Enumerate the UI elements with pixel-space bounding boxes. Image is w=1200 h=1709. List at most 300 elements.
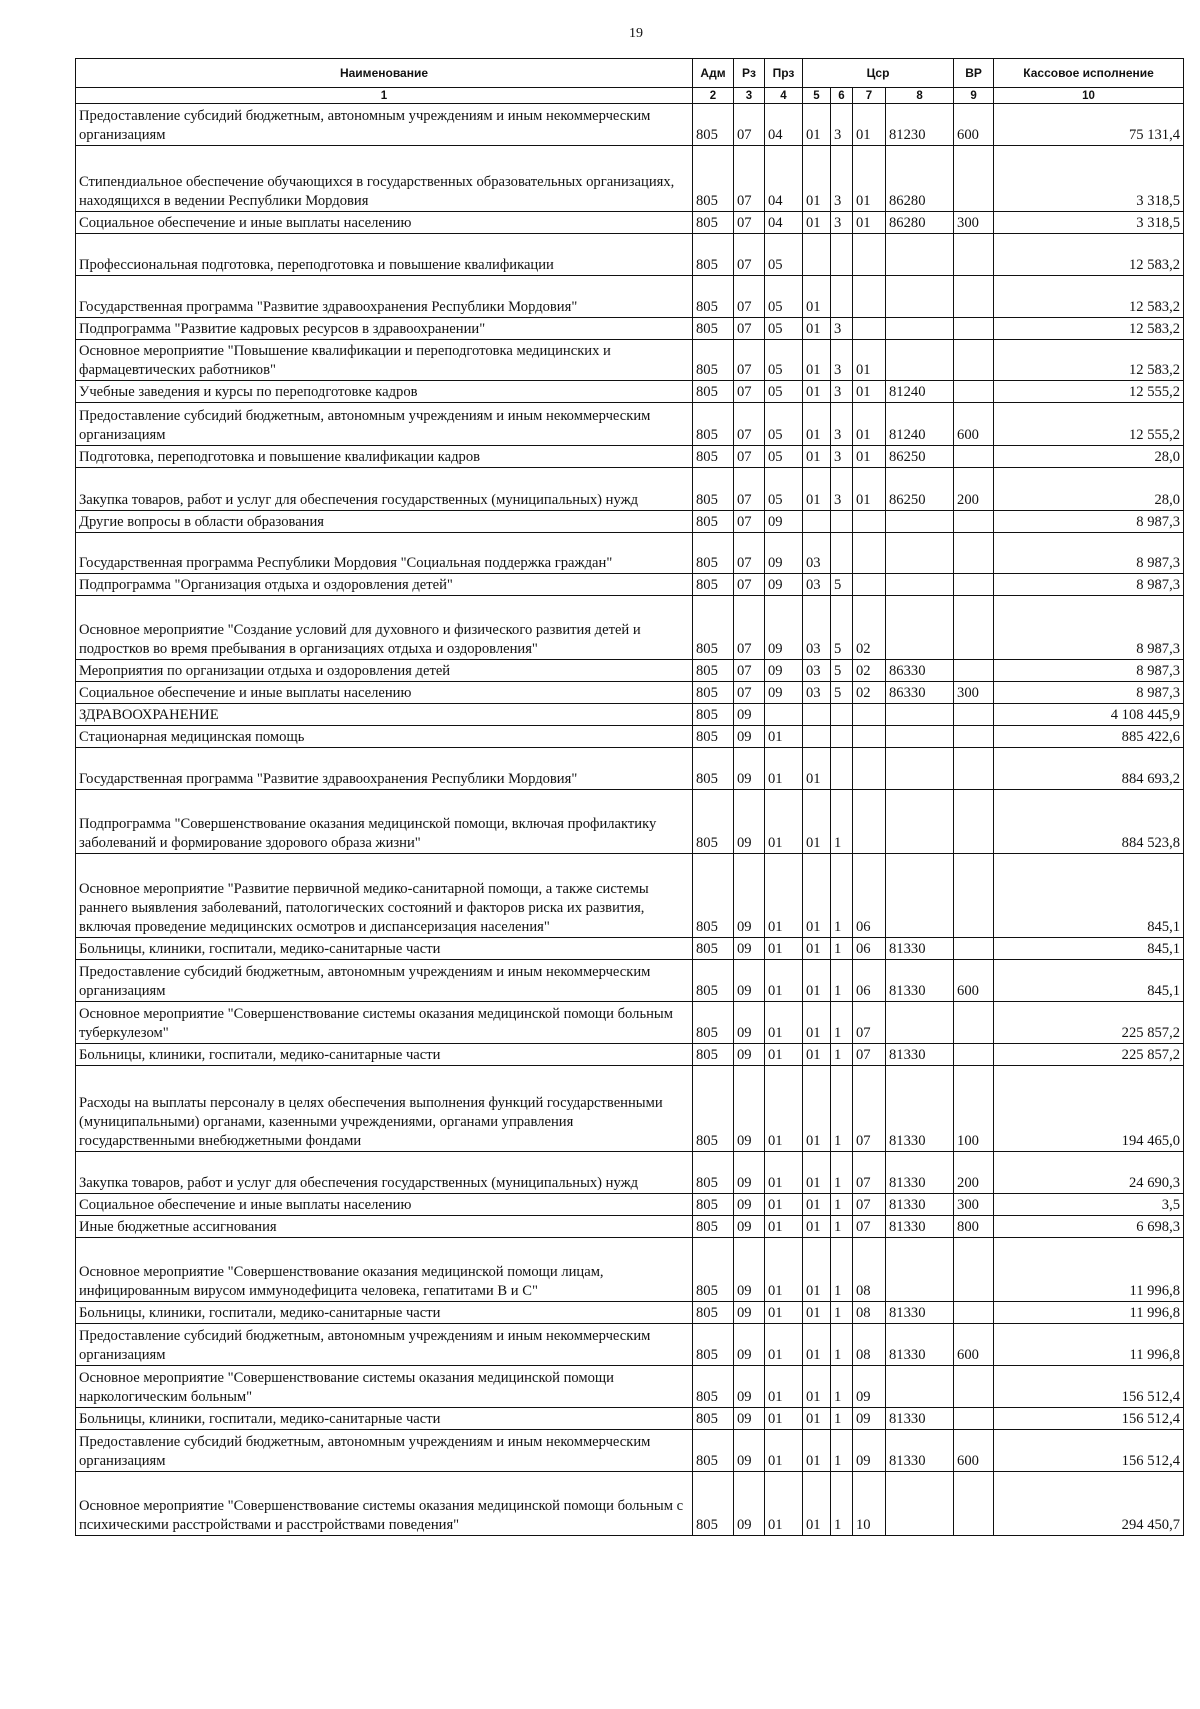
row-rz: 09 [734, 938, 765, 960]
row-csr-subprogram [831, 748, 853, 790]
row-amount: 4 108 445,9 [994, 704, 1184, 726]
row-csr-subprogram: 1 [831, 1194, 853, 1216]
row-csr-program: 01 [803, 403, 831, 446]
row-csr-direction [886, 1238, 954, 1302]
table-row [76, 1430, 1184, 1472]
row-prz: 01 [765, 726, 803, 748]
row-vr: 600 [954, 1324, 994, 1366]
row-adm: 805 [693, 1152, 734, 1194]
row-csr-direction [886, 726, 954, 748]
row-vr: 600 [954, 403, 994, 446]
row-amount: 156 512,4 [994, 1366, 1184, 1408]
row-prz: 05 [765, 234, 803, 276]
row-adm: 805 [693, 1324, 734, 1366]
row-csr-event: 09 [853, 1430, 886, 1472]
table-body [76, 104, 1184, 1536]
header-vr: ВР [954, 59, 994, 88]
table-row [76, 318, 1184, 340]
row-vr [954, 234, 994, 276]
row-adm: 805 [693, 1066, 734, 1152]
row-prz: 01 [765, 1302, 803, 1324]
row-name: Подпрограмма "Развитие кадровых ресурсов в здравоохранении" [76, 318, 693, 340]
row-csr-direction [886, 318, 954, 340]
row-prz: 09 [765, 660, 803, 682]
row-prz: 01 [765, 748, 803, 790]
table-row [76, 212, 1184, 234]
row-csr-program: 01 [803, 381, 831, 403]
row-csr-program: 01 [803, 1238, 831, 1302]
table-row [76, 854, 1184, 938]
row-csr-program: 03 [803, 682, 831, 704]
row-csr-program [803, 511, 831, 533]
row-csr-direction: 86280 [886, 146, 954, 212]
row-csr-subprogram: 5 [831, 596, 853, 660]
column-number: 8 [886, 88, 954, 104]
row-name: Профессиональная подготовка, переподготовка и повышение квалификации [76, 234, 693, 276]
row-csr-subprogram: 1 [831, 938, 853, 960]
row-rz: 07 [734, 511, 765, 533]
row-rz: 07 [734, 574, 765, 596]
row-csr-direction: 86250 [886, 468, 954, 511]
row-prz: 09 [765, 596, 803, 660]
row-prz: 04 [765, 212, 803, 234]
row-prz: 09 [765, 682, 803, 704]
row-csr-direction [886, 1366, 954, 1408]
table-row [76, 340, 1184, 381]
header-csr: Цср [803, 59, 954, 88]
table-row [76, 403, 1184, 446]
row-rz: 07 [734, 403, 765, 446]
row-vr [954, 276, 994, 318]
row-csr-direction: 81330 [886, 1324, 954, 1366]
table-row [76, 574, 1184, 596]
column-number: 4 [765, 88, 803, 104]
row-name: Социальное обеспечение и иные выплаты населению [76, 682, 693, 704]
row-prz: 01 [765, 1366, 803, 1408]
row-csr-subprogram: 5 [831, 682, 853, 704]
column-number: 1 [76, 88, 693, 104]
row-vr: 300 [954, 212, 994, 234]
row-csr-program: 01 [803, 1194, 831, 1216]
row-csr-direction [886, 1002, 954, 1044]
row-csr-subprogram [831, 533, 853, 574]
row-csr-program: 01 [803, 748, 831, 790]
row-csr-program: 01 [803, 1366, 831, 1408]
row-name: Предоставление субсидий бюджетным, автономным учреждениям и иным некоммерческим организациям [76, 403, 693, 446]
row-amount: 6 698,3 [994, 1216, 1184, 1238]
table-row [76, 1238, 1184, 1302]
row-amount: 24 690,3 [994, 1152, 1184, 1194]
row-name: Стационарная медицинская помощь [76, 726, 693, 748]
row-name: Предоставление субсидий бюджетным, автономным учреждениям и иным некоммерческим организациям [76, 104, 693, 146]
row-csr-subprogram: 1 [831, 790, 853, 854]
row-csr-program: 01 [803, 1066, 831, 1152]
row-vr: 300 [954, 682, 994, 704]
row-csr-direction: 81330 [886, 1302, 954, 1324]
row-rz: 09 [734, 704, 765, 726]
row-vr: 600 [954, 104, 994, 146]
row-csr-program: 01 [803, 938, 831, 960]
row-amount: 12 583,2 [994, 234, 1184, 276]
row-csr-subprogram: 3 [831, 212, 853, 234]
table-row [76, 960, 1184, 1002]
row-rz: 09 [734, 726, 765, 748]
row-rz: 07 [734, 533, 765, 574]
row-prz [765, 704, 803, 726]
row-amount: 884 523,8 [994, 790, 1184, 854]
row-csr-subprogram: 3 [831, 403, 853, 446]
row-csr-subprogram [831, 276, 853, 318]
row-vr [954, 574, 994, 596]
row-csr-event: 06 [853, 938, 886, 960]
row-csr-event [853, 318, 886, 340]
row-rz: 09 [734, 960, 765, 1002]
row-rz: 07 [734, 104, 765, 146]
header-amount: Кассовое исполнение [994, 59, 1184, 88]
row-csr-event: 07 [853, 1152, 886, 1194]
row-csr-direction [886, 854, 954, 938]
row-rz: 09 [734, 854, 765, 938]
row-adm: 805 [693, 468, 734, 511]
row-csr-subprogram: 3 [831, 446, 853, 468]
row-csr-program: 01 [803, 446, 831, 468]
row-adm: 805 [693, 381, 734, 403]
row-adm: 805 [693, 146, 734, 212]
row-csr-subprogram: 1 [831, 1238, 853, 1302]
row-rz: 09 [734, 748, 765, 790]
row-vr [954, 1408, 994, 1430]
row-vr: 200 [954, 1152, 994, 1194]
row-vr [954, 1044, 994, 1066]
row-rz: 09 [734, 1002, 765, 1044]
row-prz: 01 [765, 790, 803, 854]
row-csr-event: 01 [853, 468, 886, 511]
row-prz: 09 [765, 574, 803, 596]
row-csr-event: 07 [853, 1066, 886, 1152]
row-amount: 3,5 [994, 1194, 1184, 1216]
row-amount: 8 987,3 [994, 511, 1184, 533]
row-csr-direction [886, 596, 954, 660]
row-vr [954, 340, 994, 381]
table-row [76, 104, 1184, 146]
row-name: Мероприятия по организации отдыха и оздоровления детей [76, 660, 693, 682]
row-name: Закупка товаров, работ и услуг для обеспечения государственных (муниципальных) нужд [76, 468, 693, 511]
row-vr [954, 726, 994, 748]
row-adm: 805 [693, 704, 734, 726]
row-adm: 805 [693, 276, 734, 318]
row-csr-event: 07 [853, 1194, 886, 1216]
row-csr-subprogram: 1 [831, 1066, 853, 1152]
row-csr-subprogram: 3 [831, 146, 853, 212]
row-csr-subprogram [831, 234, 853, 276]
row-csr-direction: 81330 [886, 960, 954, 1002]
row-vr [954, 1302, 994, 1324]
row-name: Основное мероприятие "Совершенствование системы оказания медицинской помощи наркологическим больным" [76, 1366, 693, 1408]
row-csr-subprogram: 1 [831, 960, 853, 1002]
budget-table [75, 58, 1184, 1536]
row-amount: 75 131,4 [994, 104, 1184, 146]
row-vr [954, 1366, 994, 1408]
row-csr-program: 01 [803, 1430, 831, 1472]
row-prz: 01 [765, 1324, 803, 1366]
row-csr-direction: 81330 [886, 1066, 954, 1152]
row-name: Предоставление субсидий бюджетным, автономным учреждениям и иным некоммерческим организациям [76, 1324, 693, 1366]
row-csr-program: 01 [803, 1324, 831, 1366]
row-vr [954, 854, 994, 938]
table-row [76, 660, 1184, 682]
row-name: Основное мероприятие "Совершенствование оказания медицинской помощи лицам, инфицированным вирусом иммунодефицита человека, гепатитами В и С" [76, 1238, 693, 1302]
row-csr-program: 01 [803, 1302, 831, 1324]
row-rz: 09 [734, 1044, 765, 1066]
table-row [76, 1066, 1184, 1152]
row-csr-direction [886, 1472, 954, 1536]
row-csr-event: 07 [853, 1216, 886, 1238]
row-vr [954, 446, 994, 468]
row-rz: 07 [734, 446, 765, 468]
row-name: Предоставление субсидий бюджетным, автономным учреждениям и иным некоммерческим организациям [76, 1430, 693, 1472]
row-csr-direction [886, 790, 954, 854]
row-rz: 09 [734, 1472, 765, 1536]
row-prz: 01 [765, 960, 803, 1002]
row-name: Подготовка, переподготовка и повышение квалификации кадров [76, 446, 693, 468]
table-row [76, 1324, 1184, 1366]
row-csr-direction: 81330 [886, 1194, 954, 1216]
table-row [76, 704, 1184, 726]
row-adm: 805 [693, 318, 734, 340]
row-csr-subprogram: 1 [831, 854, 853, 938]
row-rz: 07 [734, 212, 765, 234]
row-prz: 05 [765, 446, 803, 468]
row-csr-event: 02 [853, 596, 886, 660]
row-csr-event: 09 [853, 1366, 886, 1408]
row-name: Основное мероприятие "Повышение квалификации и переподготовка медицинских и фармацевтических работников" [76, 340, 693, 381]
table-row [76, 938, 1184, 960]
row-adm: 805 [693, 234, 734, 276]
row-amount: 8 987,3 [994, 660, 1184, 682]
row-name: Предоставление субсидий бюджетным, автономным учреждениям и иным некоммерческим организациям [76, 960, 693, 1002]
row-csr-program [803, 234, 831, 276]
table-row [76, 1302, 1184, 1324]
row-csr-direction [886, 704, 954, 726]
row-adm: 805 [693, 533, 734, 574]
row-csr-direction: 81330 [886, 1408, 954, 1430]
row-csr-event [853, 748, 886, 790]
row-csr-event [853, 704, 886, 726]
row-name: Государственная программа "Развитие здравоохранения Республики Мордовия" [76, 748, 693, 790]
row-adm: 805 [693, 511, 734, 533]
row-csr-subprogram: 3 [831, 318, 853, 340]
row-rz: 09 [734, 1066, 765, 1152]
row-csr-direction: 86250 [886, 446, 954, 468]
row-csr-event: 09 [853, 1408, 886, 1430]
row-adm: 805 [693, 574, 734, 596]
row-amount: 8 987,3 [994, 596, 1184, 660]
row-vr: 200 [954, 468, 994, 511]
row-adm: 805 [693, 1216, 734, 1238]
row-csr-event [853, 533, 886, 574]
row-adm: 805 [693, 960, 734, 1002]
table-row [76, 1408, 1184, 1430]
row-name: Учебные заведения и курсы по переподготовке кадров [76, 381, 693, 403]
row-rz: 07 [734, 596, 765, 660]
row-csr-event: 01 [853, 381, 886, 403]
row-csr-direction [886, 748, 954, 790]
row-csr-direction [886, 574, 954, 596]
row-csr-event: 01 [853, 146, 886, 212]
table-row [76, 1044, 1184, 1066]
header-rz: Рз [734, 59, 765, 88]
row-name: Государственная программа Республики Мордовия "Социальная поддержка граждан" [76, 533, 693, 574]
row-csr-event: 06 [853, 960, 886, 1002]
row-adm: 805 [693, 682, 734, 704]
row-csr-program: 01 [803, 146, 831, 212]
row-rz: 07 [734, 234, 765, 276]
row-adm: 805 [693, 1002, 734, 1044]
row-prz: 01 [765, 938, 803, 960]
row-csr-subprogram: 1 [831, 1366, 853, 1408]
row-adm: 805 [693, 403, 734, 446]
row-prz: 05 [765, 340, 803, 381]
row-csr-event [853, 726, 886, 748]
row-rz: 09 [734, 1408, 765, 1430]
row-prz: 05 [765, 468, 803, 511]
row-csr-subprogram: 1 [831, 1044, 853, 1066]
table-row [76, 1366, 1184, 1408]
row-csr-direction: 86330 [886, 660, 954, 682]
row-amount: 845,1 [994, 938, 1184, 960]
row-adm: 805 [693, 854, 734, 938]
row-vr: 800 [954, 1216, 994, 1238]
row-csr-subprogram: 3 [831, 468, 853, 511]
table-header [76, 59, 1184, 104]
row-adm: 805 [693, 1408, 734, 1430]
row-rz: 09 [734, 1302, 765, 1324]
row-amount: 8 987,3 [994, 682, 1184, 704]
column-number: 7 [853, 88, 886, 104]
row-vr: 600 [954, 1430, 994, 1472]
row-csr-subprogram: 1 [831, 1472, 853, 1536]
row-csr-subprogram: 1 [831, 1430, 853, 1472]
row-adm: 805 [693, 596, 734, 660]
table-row [76, 682, 1184, 704]
row-vr [954, 938, 994, 960]
row-prz: 01 [765, 1216, 803, 1238]
row-rz: 09 [734, 1152, 765, 1194]
row-rz: 09 [734, 1430, 765, 1472]
row-csr-event: 02 [853, 660, 886, 682]
row-amount: 3 318,5 [994, 146, 1184, 212]
row-csr-subprogram: 1 [831, 1152, 853, 1194]
row-csr-event: 08 [853, 1302, 886, 1324]
row-csr-direction: 86330 [886, 682, 954, 704]
row-vr [954, 381, 994, 403]
row-rz: 07 [734, 146, 765, 212]
row-vr [954, 748, 994, 790]
header-adm: Адм [693, 59, 734, 88]
row-amount: 12 555,2 [994, 403, 1184, 446]
row-amount: 225 857,2 [994, 1002, 1184, 1044]
row-csr-subprogram: 5 [831, 660, 853, 682]
row-name: Социальное обеспечение и иные выплаты населению [76, 212, 693, 234]
table-row [76, 446, 1184, 468]
row-prz: 01 [765, 1152, 803, 1194]
row-rz: 09 [734, 1238, 765, 1302]
column-number: 2 [693, 88, 734, 104]
row-amount: 294 450,7 [994, 1472, 1184, 1536]
row-name: Расходы на выплаты персоналу в целях обеспечения выполнения функций государственными (муниципальными) органами, казенными учреждениями, органами управления государственными внебюджетными фондами [76, 1066, 693, 1152]
row-csr-program: 01 [803, 1216, 831, 1238]
row-prz: 01 [765, 1430, 803, 1472]
row-prz: 01 [765, 854, 803, 938]
row-csr-program: 01 [803, 276, 831, 318]
row-rz: 07 [734, 660, 765, 682]
row-vr [954, 790, 994, 854]
row-name: Социальное обеспечение и иные выплаты населению [76, 1194, 693, 1216]
row-amount: 11 996,8 [994, 1302, 1184, 1324]
row-csr-event [853, 790, 886, 854]
table-row [76, 533, 1184, 574]
row-adm: 805 [693, 104, 734, 146]
row-csr-program: 01 [803, 340, 831, 381]
row-prz: 05 [765, 403, 803, 446]
row-adm: 805 [693, 340, 734, 381]
row-amount: 12 583,2 [994, 318, 1184, 340]
row-prz: 05 [765, 381, 803, 403]
row-csr-event: 01 [853, 104, 886, 146]
row-amount: 156 512,4 [994, 1408, 1184, 1430]
table-row [76, 1002, 1184, 1044]
row-csr-direction [886, 234, 954, 276]
row-csr-event: 02 [853, 682, 886, 704]
row-amount: 8 987,3 [994, 533, 1184, 574]
row-csr-event [853, 276, 886, 318]
row-name: Закупка товаров, работ и услуг для обеспечения государственных (муниципальных) нужд [76, 1152, 693, 1194]
row-name: Больницы, клиники, госпитали, медико-санитарные части [76, 1302, 693, 1324]
row-amount: 3 318,5 [994, 212, 1184, 234]
row-csr-event: 07 [853, 1002, 886, 1044]
header-name: Наименование [76, 59, 693, 88]
row-csr-program: 03 [803, 596, 831, 660]
row-csr-direction [886, 340, 954, 381]
row-csr-direction: 81330 [886, 938, 954, 960]
row-amount: 885 422,6 [994, 726, 1184, 748]
row-name: Стипендиальное обеспечение обучающихся в государственных образовательных организациях, находящихся в ведении Республики Мордовия [76, 146, 693, 212]
row-csr-subprogram: 1 [831, 1216, 853, 1238]
row-vr [954, 1238, 994, 1302]
row-csr-event: 10 [853, 1472, 886, 1536]
row-adm: 805 [693, 748, 734, 790]
column-number: 9 [954, 88, 994, 104]
row-name: Основное мероприятие "Создание условий для духовного и физического развития детей и подростков во время пребывания в организациях отдыха и оздоровления" [76, 596, 693, 660]
row-csr-program: 01 [803, 318, 831, 340]
table-row [76, 381, 1184, 403]
row-csr-event: 01 [853, 340, 886, 381]
row-rz: 07 [734, 468, 765, 511]
row-vr: 300 [954, 1194, 994, 1216]
row-name: Иные бюджетные ассигнования [76, 1216, 693, 1238]
row-csr-subprogram: 1 [831, 1324, 853, 1366]
table-row [76, 468, 1184, 511]
row-vr: 100 [954, 1066, 994, 1152]
row-csr-direction: 81330 [886, 1152, 954, 1194]
row-rz: 09 [734, 1194, 765, 1216]
row-vr: 600 [954, 960, 994, 1002]
row-rz: 07 [734, 318, 765, 340]
row-adm: 805 [693, 1366, 734, 1408]
row-csr-subprogram [831, 726, 853, 748]
row-rz: 09 [734, 1216, 765, 1238]
row-rz: 09 [734, 790, 765, 854]
